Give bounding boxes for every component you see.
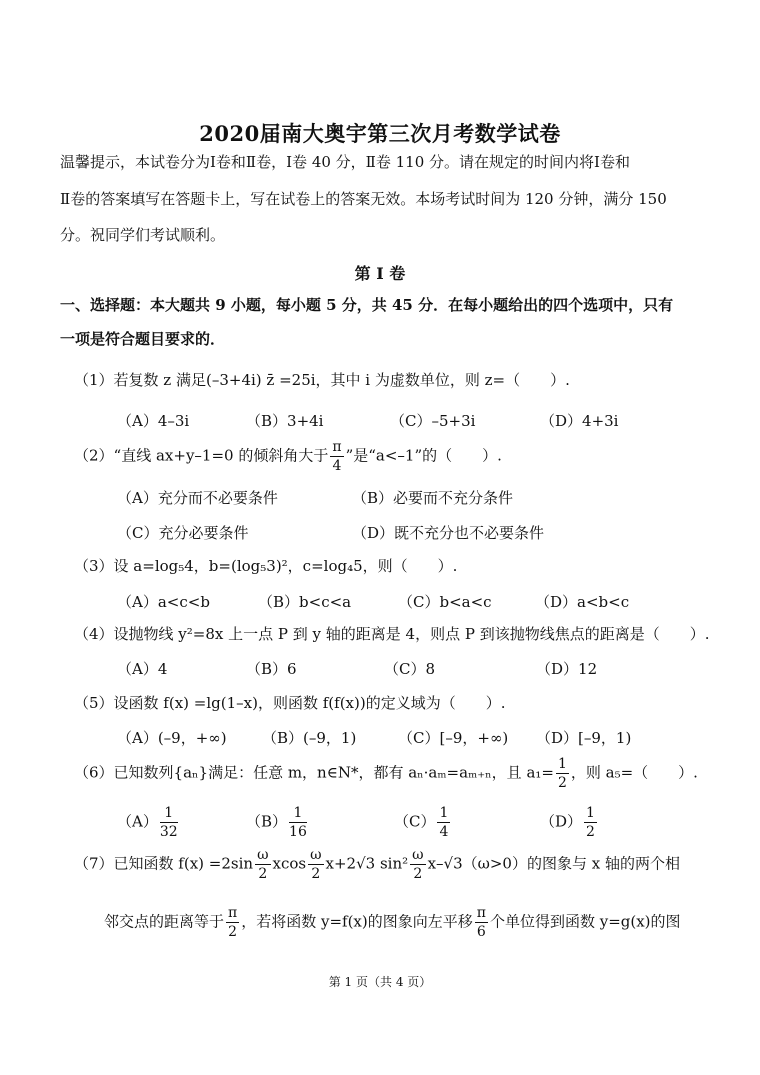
question-4-stem: （4）设抛物线 y²=8x 上一点 P 到 y 轴的距离是 4，则点 P 到该抛物线焦点的距离是（ ）. [74,625,710,643]
q6-option-c-fraction [437,806,450,839]
q6-option-a-num: 1 [160,806,178,823]
q6-option-b-den: 16 [289,824,307,840]
q6-option-d-fraction [584,806,597,839]
intro-line-3: 分。祝同学们考试顺利。 [60,226,226,244]
q4-option-d: （D）12 [536,660,598,678]
intro-line-1: 温馨提示，本试卷分为Ⅰ卷和Ⅱ卷，Ⅰ卷 40 分，Ⅱ卷 110 分。请在规定的时间内将Ⅰ卷和 [60,153,630,171]
q2-option-d: （D）既不充分也不必要条件 [352,524,545,542]
question-7-stem-line-1 [74,848,680,881]
q6-option-d [540,806,599,839]
q2-option-a: （A）充分而不必要条件 [117,489,278,507]
q1-option-c: （C）–5+3i [390,412,476,430]
q7-fraction-5-num: π [476,905,486,921]
q6-stem-after: ，则 a₅=（ ）. [570,763,698,782]
q7-fraction-4-num: π [228,905,238,921]
q6-option-a [117,806,180,839]
q7-part-2: xcos [272,854,307,873]
question-5-stem: （5）设函数 f(x) =lg(1–x)，则函数 f(f(x))的定义域为（ ）. [74,694,506,712]
q5-option-c: （C）[–9，+∞) [398,729,509,747]
question-1-stem: （1）若复数 z 满足(–3+4i) z̄ =25i，其中 i 为虚数单位，则 z=（ ）. [74,371,570,389]
q7-line2-c: 个单位得到函数 y=g(x)的图 [489,912,681,931]
q7-fraction-5-den: 6 [476,924,486,940]
q4-option-a: （A）4 [117,660,168,678]
q7-fraction-1-num: ω [257,847,269,863]
q7-fraction-2-num: ω [310,847,322,863]
q6-option-d-label: （D） [540,812,583,831]
q7-fraction-3-num: ω [412,847,424,863]
q4-option-b: （B）6 [246,660,297,678]
q6-option-b-fraction [289,806,307,839]
q6-stem-before: （6）已知数列{aₙ}满足：任意 m，n∈N*，都有 aₙ·aₘ=aₘ₊ₙ，且 a₁= [74,763,554,782]
q6-option-b [246,806,309,839]
q6-option-b-label: （B） [246,812,288,831]
q6-option-c-den: 4 [439,824,449,840]
q7-line2-a: 邻交点的距离等于 [104,912,225,931]
part-heading-line-1: 一、选择题：本大题共 9 小题，每小题 5 分，共 45 分．在每小题给出的四个选项中，只有 [60,296,674,314]
q5-option-b: （B）(–9，1) [262,729,357,747]
q3-option-d: （D）a<b<c [535,593,630,611]
q2-option-c: （C）充分必要条件 [117,524,249,542]
q2-stem-before: （2）“直线 ax+y–1=0 的倾斜角大于 [74,446,329,465]
q2-stem-after: ”是“a<–1”的（ ）. [345,446,502,465]
q7-fraction-2-den: 2 [311,866,321,882]
q7-part-1: （7）已知函数 f(x) =2sin [74,854,254,873]
q6-option-c-label: （C） [394,812,436,831]
q6-option-a-den: 32 [159,824,178,840]
q6-option-d-num: 1 [586,805,595,821]
intro-line-2: Ⅱ卷的答案填写在答题卡上，写在试卷上的答案无效。本场考试时间为 120 分钟，满分 150 [60,190,667,208]
question-3-stem: （3）设 a=log₅4，b=(log₅3)²，c=log₄5，则（ ）. [74,557,458,575]
q1-option-a: （A）4–3i [117,412,190,430]
q6-option-a-fraction [160,806,178,839]
q3-option-b: （B）b<c<a [258,593,352,611]
question-7-stem-line-2 [104,906,681,939]
q7-line2-b: ，若将函数 y=f(x)的图象向左平移 [241,912,473,931]
q3-option-a: （A）a<c<b [117,593,210,611]
q4-option-c: （C）8 [384,660,436,678]
q6-option-c [394,806,452,839]
q7-fraction-3-den: 2 [413,866,423,882]
q6-option-c-num: 1 [439,805,449,821]
question-6-stem [74,757,698,790]
q1-option-b: （B）3+4i [246,412,324,430]
q7-fraction-3 [410,848,425,881]
q6-fraction-numerator: 1 [557,756,567,772]
q5-option-d: （D）[–9，1) [536,729,632,747]
part-heading-line-2: 一项是符合题目要求的． [60,330,226,348]
q6-option-a-label: （A） [117,812,158,831]
section-title: 第 Ⅰ 卷 [354,264,406,283]
page-footer: 第 1 页（共 4 页） [328,975,432,989]
q7-part-4: x–√3（ω>0）的图象与 x 轴的两个相 [427,854,680,873]
q7-fraction-2 [308,848,323,881]
q7-fraction-4 [226,906,239,939]
q6-fraction-denominator: 2 [557,775,567,791]
q7-fraction-1-den: 2 [258,866,268,882]
q2-fraction-denominator: 4 [332,458,342,474]
q6-option-d-den: 2 [586,824,595,840]
q3-option-c: （C）b<a<c [398,593,492,611]
q5-option-a: （A）(–9，+∞) [117,729,227,747]
q2-option-b: （B）必要而不充分条件 [352,489,514,507]
page-title: 2020届南大奥宇第三次月考数学试卷 [199,121,561,146]
q7-fraction-1 [255,848,270,881]
q2-fraction-numerator: π [332,439,342,455]
question-2-stem [74,440,502,473]
q7-fraction-5 [475,906,488,939]
q6-fraction [556,757,569,790]
q2-fraction [330,440,343,473]
q7-part-3: x+2√3 sin² [325,854,409,873]
q7-fraction-4-den: 2 [228,924,238,940]
q1-option-d: （D）4+3i [540,412,619,430]
q6-option-b-num: 1 [289,806,307,823]
